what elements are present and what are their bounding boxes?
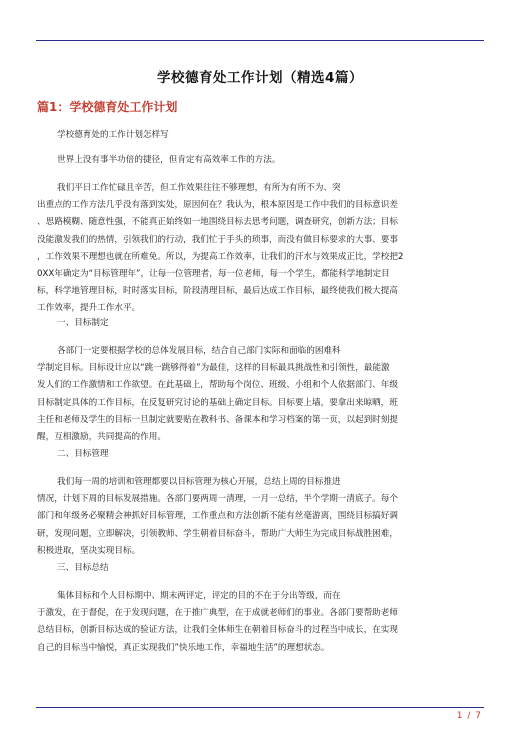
text-line: 主任和老师及学生的目标一旦制定就要贴在教科书、备课本和学习档案的第一页，以起到时刻提 — [37, 414, 398, 425]
section-subtitle: 篇1：学校德育处工作计划 — [37, 100, 178, 114]
text-line: 工作效率，提升工作水平。 — [37, 303, 141, 314]
text-line: 标，科学地管理目标，时时落实目标，阶段清理目标，最后达成工作目标，最终使我们极大提高 — [37, 286, 398, 297]
heading-goal-management: 二、目标管理 — [57, 449, 109, 459]
text-line: ，工作效果不理想也就在所难免。所以，为提高工作效率，让我们的汗水与效果成正比，学校把2 — [37, 251, 404, 262]
text-line: 集体目标和个人目标期中、期末两评定，评定的目的不在于分出等级，而在 — [57, 591, 341, 601]
text-line: 总结目标，创新目标达成的验证方法，让我们全体师生在朝着目标奋斗的过程当中成长，在实现 — [37, 625, 398, 636]
text-line: 醒，互相激励，共同提高的作用。 — [37, 432, 166, 443]
paragraph-intro: 学校德育处的工作计划怎样写 — [57, 130, 169, 140]
text-line: 研，发现问题，立即解决，引领教师、学生朝着目标奋斗，帮助广大师生为完成目标战胜困难， — [37, 528, 398, 539]
text-line: 情况，计划下周的目标发展措施。各部门要两周一清理，一月一总结，半个学期一清底子。每个 — [37, 494, 398, 505]
paragraph-background — [37, 180, 483, 318]
text-line: 自己的目标当中愉悦，真正实现我们”快乐地工作，幸福地生活”的理想状态。 — [37, 642, 330, 653]
text-line: 我们平日工作忙碌且辛苦，但工作效果往往不够理想，有所为有所不为、突 — [57, 183, 341, 193]
text-line: 目标制定具体的工作目标，在反复研究讨论的基础上确定目标。目标要上墙，要拿出来晾晒，班 — [37, 397, 398, 408]
text-line: 出重点的工作方法几乎没有落到实处，原因何在？我认为，根本原因是工作中我们的目标意识差 — [37, 200, 398, 211]
text-line: 学制定目标。目标设计应以“跳一跳够得着”为最佳，这样的目标最具挑战性和引领性，最能激 — [37, 363, 390, 374]
header-rule — [36, 40, 484, 41]
paragraph-motto: 世界上没有事半功倍的捷径，但肯定有高效率工作的方法。 — [57, 155, 281, 165]
page-title: 学校德育处工作计划（精选4篇） — [157, 70, 363, 86]
text-line: 于激发，在于督促，在于发现问题，在于推广典型，在于成就老师们的事业。各部门要帮助老师 — [37, 608, 398, 619]
page-number: 1 / 7 — [456, 711, 482, 721]
text-line: 各部门一定要根据学校的总体发展目标，结合自己部门实际和面临的困难科 — [57, 346, 341, 356]
text-line: 没能激发我们的热情，引领我们的行动，我们忙于手头的琐事，而没有做目标要求的大事、要事 — [37, 234, 398, 245]
paragraph-goal-summary — [37, 588, 483, 657]
heading-goal-setting: 一、目标制定 — [57, 318, 109, 328]
text-line: 、思路模糊、随意性强，不能真正始终如一地围绕目标去思考问题，调查研究，创新方法；目标 — [37, 217, 398, 228]
footer-rule — [36, 707, 484, 708]
paragraph-goal-management — [37, 474, 483, 560]
heading-goal-summary: 三、目标总结 — [57, 563, 109, 573]
text-line: 我们每一周的培训和管理都要以目标管理为核心开展，总结上周的目标推进 — [57, 477, 341, 487]
text-line: 积极进取，坚决实现目标。 — [37, 545, 141, 556]
paragraph-goal-setting — [37, 343, 483, 446]
text-line: 部门和年级务必聚精会神抓好目标管理，工作重点和方法创新不能有丝毫游离，围绕目标搞好调 — [37, 511, 398, 522]
text-line: 发人们的工作激情和工作欲望。在此基础上，帮助每个岗位、班级、小组和个人依据部门、年级 — [37, 380, 398, 391]
text-line: 0XX年确定为“目标管理年”，让每一位管理者，每一位老师，每一个学生，都能科学地制定目 — [37, 269, 390, 280]
